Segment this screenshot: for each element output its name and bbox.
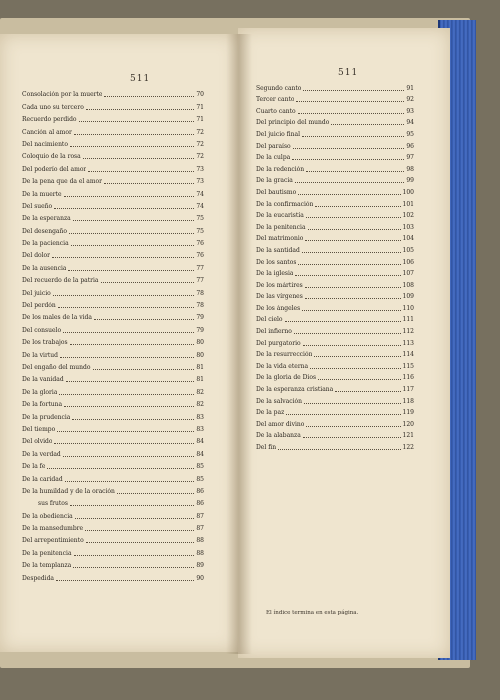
index-entry-title: sus frutos	[38, 500, 68, 508]
index-entry-page: 81	[196, 363, 204, 371]
index-entry-page: 72	[196, 153, 204, 161]
index-entry-page: 105	[402, 246, 414, 254]
index-entry	[22, 86, 204, 98]
right-page-footnote: El índice termina en esta página.	[266, 610, 359, 616]
index-entry	[256, 370, 414, 382]
index-entry	[256, 126, 414, 138]
index-entry-page: 100	[402, 188, 414, 196]
index-entry-page: 87	[196, 512, 204, 520]
left-page	[0, 34, 239, 652]
dot-leader	[47, 467, 194, 469]
right-index-list	[256, 80, 414, 451]
index-entry-title: Del engaño del mundo	[22, 363, 91, 371]
index-entry	[22, 98, 204, 110]
dot-leader	[303, 436, 401, 438]
dot-leader	[59, 393, 194, 395]
dot-leader	[86, 108, 195, 110]
index-entry	[22, 284, 204, 296]
dot-leader	[60, 356, 194, 358]
dot-leader	[83, 157, 195, 159]
dot-leader	[68, 269, 194, 271]
index-entry-page: 82	[196, 388, 204, 396]
index-entry-page: 70	[196, 91, 204, 99]
dot-leader	[293, 147, 405, 149]
index-entry-title: De la fortuna	[22, 401, 63, 409]
index-entry-title: De la pena que da el amor	[22, 178, 103, 186]
index-entry-title: De la vanidad	[22, 376, 64, 384]
index-entry-title: De la verdad	[22, 450, 61, 458]
index-entry-page: 80	[196, 351, 204, 359]
index-entry	[22, 297, 204, 309]
index-entry	[22, 421, 204, 433]
dot-leader	[104, 182, 194, 184]
dot-leader	[64, 195, 195, 197]
dot-leader	[88, 170, 194, 172]
index-entry	[22, 433, 204, 445]
index-entry	[22, 111, 204, 123]
index-entry	[256, 254, 414, 266]
index-entry-title: Cada uno su tercero	[22, 103, 84, 111]
index-entry-title: Del desengaño	[22, 227, 67, 235]
dot-leader	[94, 318, 194, 320]
right-page	[238, 28, 450, 658]
index-entry	[256, 335, 414, 347]
dot-leader	[305, 239, 400, 241]
dot-leader	[70, 343, 195, 345]
index-entry	[256, 138, 414, 150]
index-entry-page: 108	[402, 281, 414, 289]
index-entry-page: 80	[196, 339, 204, 347]
index-entry	[22, 532, 204, 544]
index-entry-title: Del fin	[256, 444, 277, 451]
index-entry	[256, 428, 414, 440]
index-entry-title: Consolación por la muerte	[22, 91, 103, 99]
dot-leader	[335, 390, 400, 392]
index-entry	[256, 439, 414, 451]
index-entry	[256, 416, 414, 428]
index-entry-title: De la templanza	[22, 562, 72, 570]
index-entry-page: 93	[406, 107, 414, 115]
index-entry-title: De la alabanza	[256, 432, 301, 440]
index-entry	[22, 148, 204, 160]
dot-leader	[54, 207, 194, 209]
index-entry-title: Del poderío del amor	[22, 165, 87, 173]
index-entry	[256, 300, 414, 312]
index-entry	[22, 346, 204, 358]
index-entry-title: Cuarto canto	[256, 107, 296, 115]
dot-leader	[79, 120, 195, 122]
dot-leader	[295, 274, 400, 276]
index-entry-title: Del principio del mundo	[256, 119, 330, 127]
index-entry	[22, 247, 204, 259]
index-entry-title: Del perdón	[22, 302, 56, 310]
index-entry-title: De la paciencia	[22, 240, 69, 248]
index-entry-page: 98	[406, 165, 414, 173]
index-entry	[22, 321, 204, 333]
index-entry-page: 87	[196, 525, 204, 533]
dot-leader	[298, 112, 405, 114]
dot-leader	[66, 380, 195, 382]
index-entry	[22, 408, 204, 420]
index-entry	[22, 458, 204, 470]
dot-leader	[53, 294, 195, 296]
index-entry	[22, 173, 204, 185]
index-entry-page: 77	[196, 264, 204, 272]
index-entry-page: 104	[402, 235, 414, 243]
dot-leader	[117, 492, 194, 494]
index-entry-title: De la culpa	[256, 154, 291, 162]
index-entry-title: Del dolor	[22, 252, 51, 260]
dot-leader	[285, 320, 401, 322]
dot-leader	[54, 442, 194, 444]
index-entry	[22, 235, 204, 247]
index-entry	[22, 569, 204, 581]
dot-leader	[104, 95, 194, 97]
index-entry-page: 102	[402, 212, 414, 220]
index-entry-title: Del recuerdo de la patria	[22, 277, 99, 285]
index-entry	[22, 495, 204, 507]
dot-leader	[73, 566, 194, 568]
index-entry-title: Del matrimonio	[256, 235, 304, 243]
index-entry	[22, 557, 204, 569]
index-entry	[256, 289, 414, 301]
index-entry-title: De la ausencia	[22, 264, 67, 272]
dot-leader	[52, 256, 194, 258]
index-entry-title: Del purgatorio	[256, 339, 301, 347]
dot-leader	[302, 309, 400, 311]
dot-leader	[306, 425, 400, 427]
index-entry-page: 71	[196, 116, 204, 124]
index-entry-page: 77	[196, 277, 204, 285]
index-entry	[22, 334, 204, 346]
dot-leader	[75, 517, 195, 519]
index-entry	[256, 103, 414, 115]
index-entry-page: 74	[196, 190, 204, 198]
dot-leader	[314, 355, 400, 357]
index-entry	[22, 483, 204, 495]
index-entry-title: Canción al amor	[22, 128, 72, 136]
index-entry	[256, 393, 414, 405]
index-entry-page: 74	[196, 202, 204, 210]
index-entry-page: 90	[196, 574, 204, 582]
index-entry	[22, 470, 204, 482]
dot-leader	[303, 89, 404, 91]
index-entry-page: 97	[406, 154, 414, 162]
dot-leader	[71, 244, 195, 246]
index-entry-page: 72	[196, 128, 204, 136]
index-entry-page: 94	[406, 119, 414, 127]
index-entry-title: Del arrepentimiento	[22, 537, 84, 545]
dot-leader	[73, 219, 195, 221]
dot-leader	[305, 286, 401, 288]
index-entry-title: Del infierno	[256, 328, 292, 336]
index-entry	[256, 161, 414, 173]
dot-leader	[70, 504, 194, 506]
book-gutter	[226, 34, 252, 654]
index-entry-page: 71	[196, 103, 204, 111]
index-entry-title: De la paz	[256, 409, 285, 417]
index-entry-title: De los trabajos	[22, 339, 68, 347]
index-entry	[22, 210, 204, 222]
index-entry-page: 101	[402, 200, 414, 208]
index-entry	[22, 544, 204, 556]
dot-leader	[74, 554, 195, 556]
index-entry-title: De la confirmación	[256, 200, 314, 208]
index-entry-page: 106	[402, 258, 414, 266]
dot-leader	[298, 193, 400, 195]
dot-leader	[86, 541, 195, 543]
index-entry-page: 111	[402, 316, 414, 324]
dot-leader	[85, 529, 194, 531]
index-entry-page: 83	[196, 425, 204, 433]
dot-leader	[296, 100, 404, 102]
index-entry-page: 88	[196, 549, 204, 557]
index-entry	[256, 208, 414, 220]
index-entry-page: 103	[402, 223, 414, 231]
index-entry-title: De la esperanza	[22, 215, 71, 223]
dot-leader	[56, 579, 194, 581]
index-entry-page: 76	[196, 240, 204, 248]
dot-leader	[65, 480, 195, 482]
index-entry-title: De la muerte	[22, 190, 62, 198]
index-entry-title: De la gloria de Dios	[256, 374, 317, 382]
index-entry	[256, 323, 414, 335]
dot-leader	[298, 263, 400, 265]
dot-leader	[278, 448, 400, 450]
index-entry-page: 117	[402, 386, 414, 394]
index-entry	[22, 136, 204, 148]
dot-leader	[72, 418, 194, 420]
index-entry-page: 107	[402, 270, 414, 278]
index-entry-title: De la prudencia	[22, 413, 71, 421]
index-entry-title: De la santidad	[256, 246, 300, 254]
index-entry-title: Del consuelo	[22, 326, 62, 334]
index-entry-page: 122	[402, 444, 414, 451]
index-entry-title: Del olvido	[22, 438, 53, 446]
index-entry-title: Del tiempo	[22, 425, 56, 433]
index-entry	[22, 309, 204, 321]
index-entry-page: 83	[196, 413, 204, 421]
dot-leader	[70, 145, 194, 147]
index-entry	[256, 150, 414, 162]
index-entry	[22, 445, 204, 457]
index-entry-title: De la mansedumbre	[22, 525, 84, 533]
index-entry-page: 109	[402, 293, 414, 301]
dot-leader	[306, 170, 404, 172]
index-entry	[256, 231, 414, 243]
index-entry-title: Del juicio final	[256, 130, 300, 138]
index-entry	[22, 520, 204, 532]
index-entry-title: De la esperanza cristiana	[256, 386, 334, 394]
index-entry-page: 82	[196, 401, 204, 409]
dot-leader	[310, 367, 400, 369]
index-entry-title: De los mártires	[256, 281, 303, 289]
index-entry-title: Del bautismo	[256, 188, 297, 196]
index-entry-title: De las vírgenes	[256, 293, 303, 301]
dot-leader	[305, 297, 401, 299]
index-entry-page: 84	[196, 438, 204, 446]
index-entry	[22, 123, 204, 135]
index-entry	[256, 358, 414, 370]
index-entry-page: 78	[196, 302, 204, 310]
index-entry	[22, 507, 204, 519]
index-entry-page: 114	[402, 351, 414, 359]
dot-leader	[292, 158, 404, 160]
index-entry	[22, 185, 204, 197]
index-entry-title: De la virtud	[22, 351, 58, 359]
index-entry-title: De la gloria	[22, 388, 58, 396]
index-entry	[256, 405, 414, 417]
index-entry-title: Coloquio de la rosa	[22, 153, 81, 161]
index-entry-title: De la penitencia	[256, 223, 306, 231]
dot-leader	[308, 228, 401, 230]
left-page-number: 511	[130, 74, 151, 84]
index-entry-page: 118	[402, 397, 414, 405]
index-entry	[22, 383, 204, 395]
dot-leader	[58, 306, 195, 308]
index-entry-title: De la caridad	[22, 475, 63, 483]
index-entry-title: De los ángeles	[256, 304, 301, 312]
dot-leader	[286, 413, 400, 415]
index-entry-title: De la gracia	[256, 177, 293, 185]
index-entry-title: Del amor divino	[256, 420, 305, 428]
index-entry-title: De la salvación	[256, 397, 302, 405]
index-entry-page: 73	[196, 178, 204, 186]
index-entry-page: 86	[196, 487, 204, 495]
index-entry-page: 116	[402, 374, 414, 382]
index-entry-title: De la obediencia	[22, 512, 73, 520]
index-entry	[256, 347, 414, 359]
index-entry-page: 75	[196, 215, 204, 223]
dot-leader	[315, 205, 400, 207]
index-entry-title: De la penitencia	[22, 549, 72, 557]
dot-leader	[64, 405, 194, 407]
index-entry	[22, 396, 204, 408]
index-entry-page: 115	[402, 362, 414, 370]
index-entry-page: 86	[196, 500, 204, 508]
index-entry-title: De la humildad y de la oración	[22, 487, 115, 495]
index-entry-page: 75	[196, 227, 204, 235]
right-page-number: 511	[338, 68, 359, 78]
index-entry-page: 73	[196, 165, 204, 173]
index-entry	[22, 222, 204, 234]
dot-leader	[74, 133, 195, 135]
index-entry-page: 78	[196, 289, 204, 297]
index-entry	[22, 272, 204, 284]
index-entry	[256, 115, 414, 127]
index-entry	[256, 196, 414, 208]
dot-leader	[318, 378, 401, 380]
dot-leader	[295, 181, 405, 183]
index-entry-page: 95	[406, 130, 414, 138]
index-entry	[22, 359, 204, 371]
index-entry-title: Del sueño	[22, 202, 53, 210]
index-entry	[256, 173, 414, 185]
index-entry	[256, 242, 414, 254]
index-entry-title: De la redención	[256, 165, 305, 173]
index-entry-title: Tercer canto	[256, 96, 295, 104]
index-entry-page: 72	[196, 140, 204, 148]
index-entry-page: 89	[196, 562, 204, 570]
dot-leader	[331, 123, 404, 125]
index-entry-page: 85	[196, 475, 204, 483]
index-entry-page: 112	[402, 328, 414, 336]
dot-leader	[294, 332, 401, 334]
index-entry-title: Recuerdo perdido	[22, 116, 77, 124]
index-entry-title: De la iglesia	[256, 270, 294, 278]
index-entry-page: 81	[196, 376, 204, 384]
index-entry-title: Del paraíso	[256, 142, 291, 150]
index-entry-title: Segundo canto	[256, 84, 302, 92]
dot-leader	[63, 331, 194, 333]
index-entry	[256, 184, 414, 196]
dot-leader	[101, 281, 195, 283]
dot-leader	[302, 135, 404, 137]
index-entry-page: 121	[402, 432, 414, 440]
index-entry-page: 120	[402, 420, 414, 428]
index-entry-page: 110	[402, 304, 414, 312]
index-entry-page: 91	[406, 84, 414, 92]
dot-leader	[63, 455, 195, 457]
index-entry-page: 113	[402, 339, 414, 347]
index-entry-title: Del nacimiento	[22, 140, 68, 148]
dot-leader	[69, 232, 194, 234]
dot-leader	[304, 402, 401, 404]
index-entry	[256, 381, 414, 393]
index-entry	[22, 160, 204, 172]
dot-leader	[306, 216, 401, 218]
left-index-list	[22, 86, 204, 582]
index-entry-title: De los males de la vida	[22, 314, 92, 322]
index-entry-title: De la resurrección	[256, 351, 313, 359]
index-entry-page: 92	[406, 96, 414, 104]
index-entry	[256, 266, 414, 278]
index-entry	[256, 80, 414, 92]
index-entry-page: 76	[196, 252, 204, 260]
dot-leader	[303, 344, 401, 346]
index-entry-page: 85	[196, 463, 204, 471]
index-entry-title: Del cielo	[256, 316, 283, 324]
index-entry	[256, 92, 414, 104]
index-entry-title: De la eucaristía	[256, 212, 304, 220]
dot-leader	[93, 368, 195, 370]
index-entry-title: De los santos	[256, 258, 297, 266]
index-entry-page: 79	[196, 326, 204, 334]
index-entry-page: 99	[406, 177, 414, 185]
index-entry-page: 79	[196, 314, 204, 322]
index-entry	[22, 371, 204, 383]
index-entry-title: Despedida	[22, 574, 55, 582]
dot-leader	[57, 430, 194, 432]
index-entry-page: 96	[406, 142, 414, 150]
index-entry-title: De la vida eterna	[256, 362, 309, 370]
index-entry	[256, 312, 414, 324]
dot-leader	[302, 251, 401, 253]
index-entry-title: Del juicio	[22, 289, 51, 297]
index-entry	[256, 219, 414, 231]
index-entry-page: 119	[402, 409, 414, 417]
index-entry	[22, 198, 204, 210]
index-entry-page: 84	[196, 450, 204, 458]
index-entry-page: 88	[196, 537, 204, 545]
index-entry	[256, 277, 414, 289]
index-entry-title: De la fe	[22, 463, 46, 471]
index-entry	[22, 259, 204, 271]
